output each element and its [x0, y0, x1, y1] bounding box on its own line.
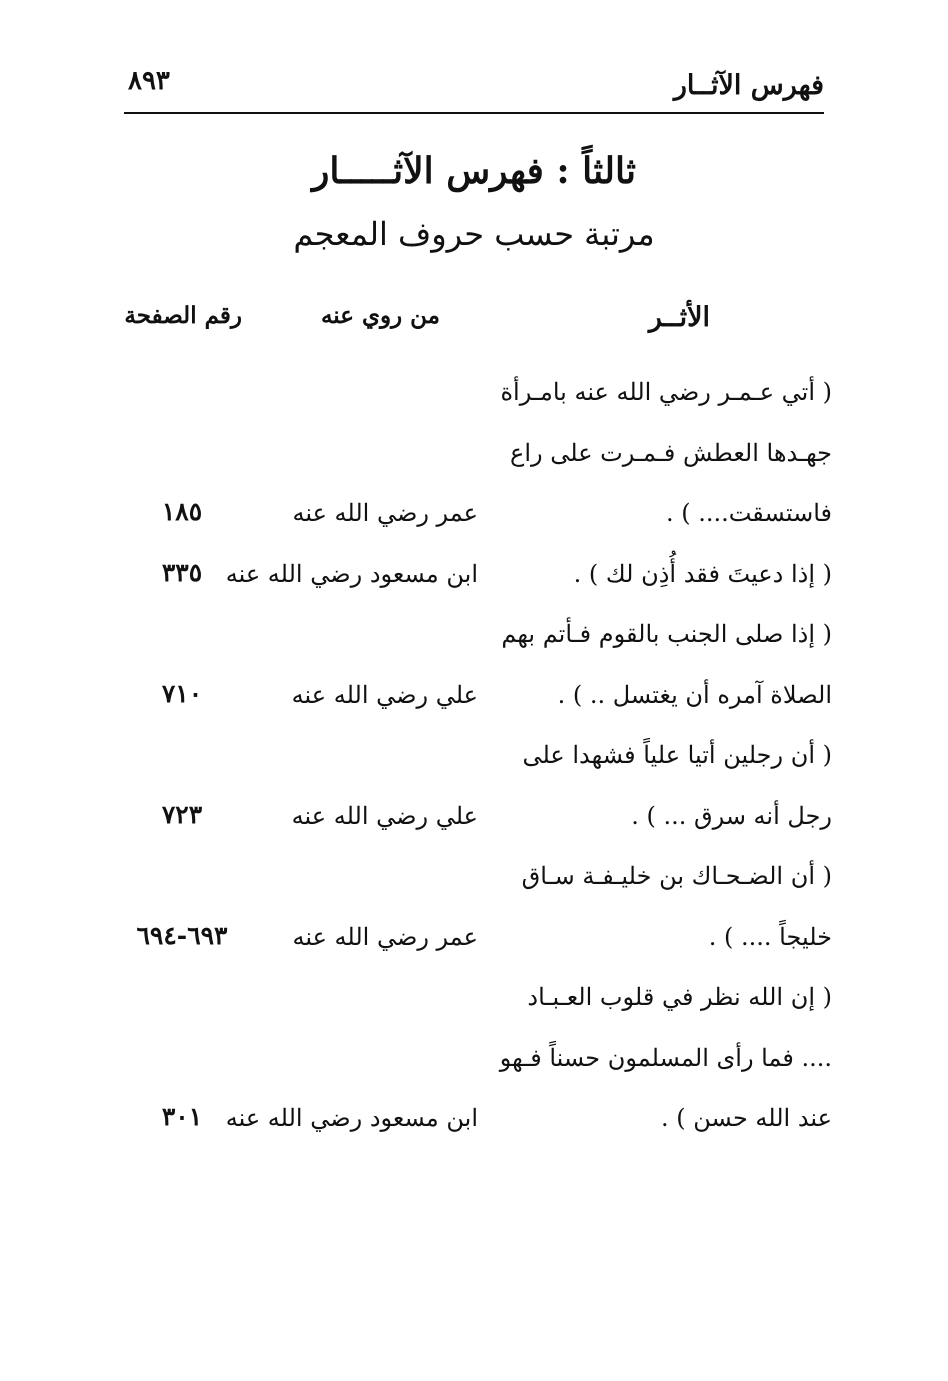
athar-text: الصلاة آمره أن يغتسل .. ) . — [557, 680, 832, 709]
athar-text: عند الله حسن ) . — [661, 1104, 832, 1132]
index-line — [0, 975, 948, 1036]
narrator-name: عمر رضي الله عنه — [292, 922, 478, 951]
athar-text: ( إن الله نظر في قلوب العـبـاد — [527, 983, 832, 1011]
index-line — [0, 854, 948, 915]
athar-text: فاستسقت.... ) . — [665, 499, 832, 527]
athar-text: ( أن رجلين أتيا علياً فشهدا على — [522, 741, 832, 769]
index-line — [0, 1096, 948, 1157]
athar-text: جهـدها العطش فـمـرت على راع — [510, 438, 832, 467]
athar-text: ( أن الضـحـاك بن خليـفـة سـاق — [521, 862, 832, 890]
narrator-name: عمر رضي الله عنه — [292, 499, 478, 527]
narrator-name: ابن مسعود رضي الله عنه — [225, 1104, 478, 1132]
section-subtitle: مرتبة حسب حروف المعجم — [293, 215, 655, 253]
athar-text: خليجاً .... ) . — [708, 922, 832, 951]
running-title: فهرس الآثــار — [673, 70, 824, 101]
column-header-narrator: من روي عنه — [320, 302, 440, 329]
athar-text: ( إذا صلى الجنب بالقوم فـأتم بهم — [501, 620, 832, 648]
narrator-name: علي رضي الله عنه — [291, 801, 478, 830]
index-line — [0, 794, 948, 855]
column-header-page: رقم الصفحة — [124, 302, 242, 329]
page-reference: ٣٣٥ — [161, 557, 203, 587]
page-reference: ٧١٠ — [161, 678, 203, 708]
page-reference: ٧٢٣ — [161, 799, 203, 829]
column-header-athar: الأثــر — [648, 302, 710, 333]
page-reference: ٦٩٣-٦٩٤ — [136, 920, 228, 950]
page-number: ٨٩٣ — [128, 66, 170, 96]
narrator-name: ابن مسعود رضي الله عنه — [225, 559, 478, 588]
index-line — [0, 612, 948, 673]
athar-text: رجل أنه سرق ... ) . — [631, 801, 832, 830]
index-line — [0, 552, 948, 613]
page-reference: ١٨٥ — [161, 497, 203, 526]
athar-text: ( إذا دعيتَ فقد أُذِن لك ) . — [573, 559, 832, 588]
index-line — [0, 491, 948, 552]
index-line — [0, 733, 948, 794]
running-header — [124, 62, 824, 114]
index-line — [0, 673, 948, 734]
index-line — [0, 370, 948, 431]
athar-text: .... فما رأى المسلمون حسناً فـهو — [499, 1043, 832, 1072]
narrator-name: علي رضي الله عنه — [291, 680, 478, 709]
index-line — [0, 431, 948, 492]
page-reference: ٣٠١ — [161, 1102, 203, 1131]
index-line — [0, 915, 948, 976]
athar-index-list — [0, 370, 948, 1157]
index-line — [0, 1036, 948, 1097]
athar-text: ( أتي عـمـر رضي الله عنه بامـرأة — [500, 378, 832, 406]
section-title: ثالثاً : فهرس الآثـــــار — [312, 150, 636, 192]
